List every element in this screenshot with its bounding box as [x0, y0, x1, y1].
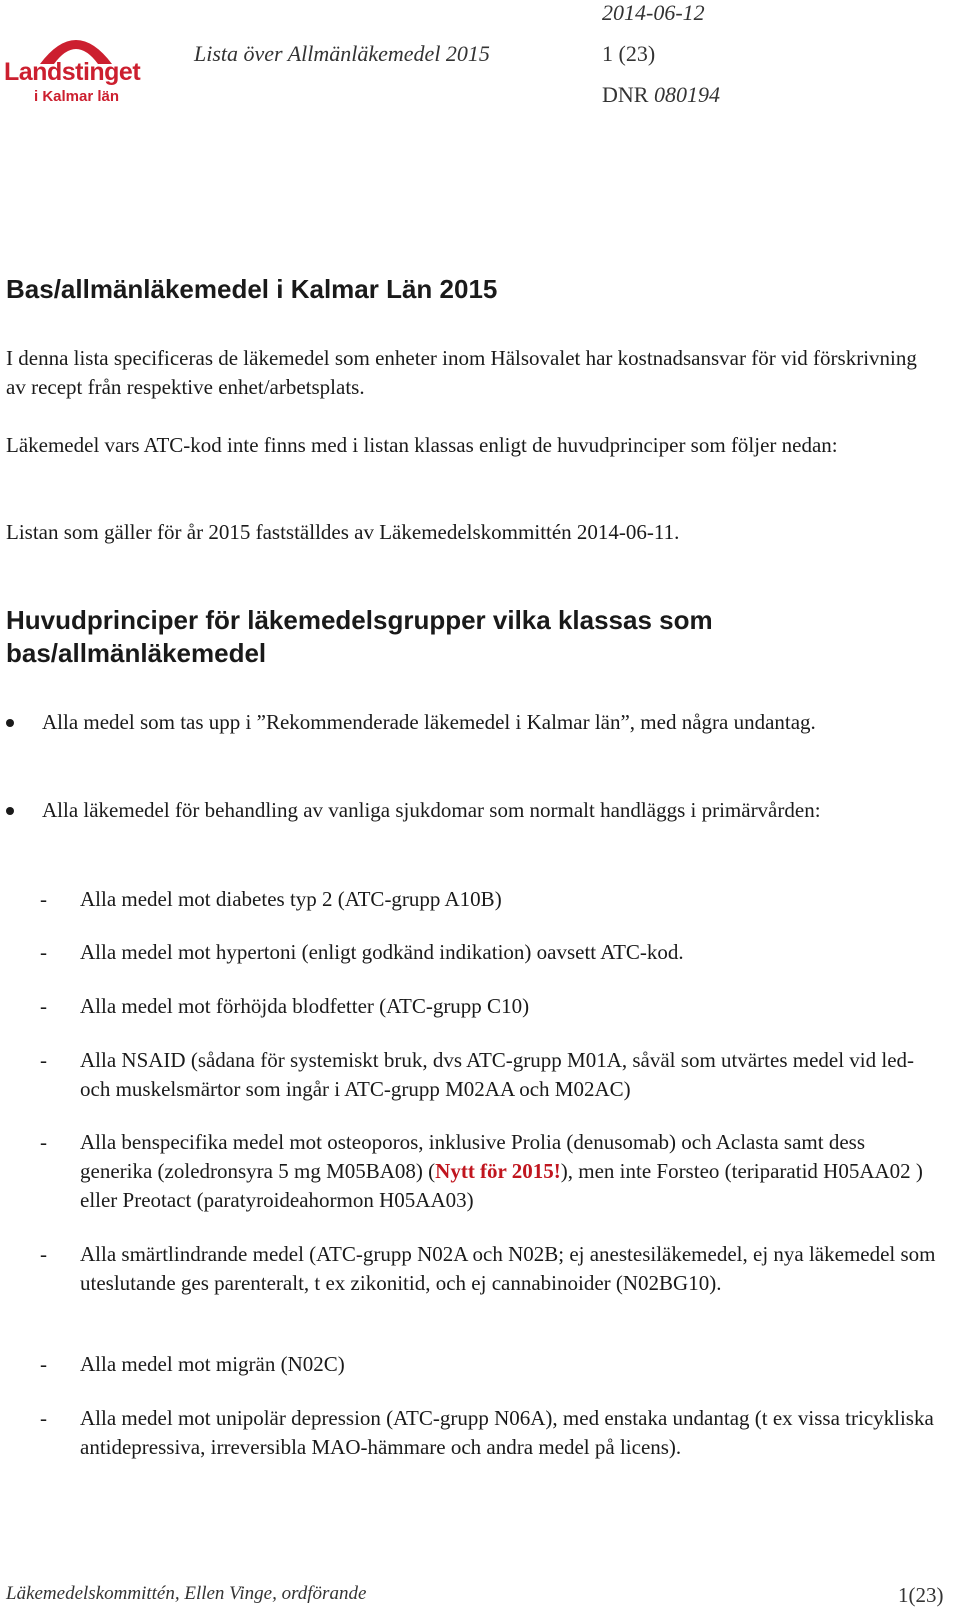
dash-mark: -	[40, 1130, 47, 1154]
dash-mark: -	[40, 994, 47, 1018]
landstinget-logo	[4, 24, 154, 110]
logo-subtext: i Kalmar län	[34, 88, 120, 105]
dnr-label: DNR	[602, 82, 649, 107]
dash-mark: -	[40, 940, 47, 964]
dash-mark: -	[40, 1048, 47, 1072]
new-2015-highlight: Nytt för 2015!	[435, 1159, 561, 1183]
dash-mark: -	[40, 1352, 47, 1376]
dash-item-text: Alla medel mot diabetes typ 2 (ATC-grupp A10B)	[80, 887, 502, 911]
dash-item-text: Alla medel mot migrän (N02C)	[80, 1352, 345, 1376]
dash-item-text: Alla NSAID (sådana för systemiskt bruk, dvs ATC-grupp M01A, såväl som utvärtes medel vid led- och muskelsmärtor som ingår i ATC-grupp M02AA och M02AC)	[80, 1048, 915, 1101]
classification-paragraph: Läkemedel vars ATC-kod inte finns med i listan klassas enligt de huvudprinciper som följer nedan:	[6, 433, 838, 457]
page-title: Bas/allmänläkemedel i Kalmar Län 2015	[6, 274, 498, 304]
footer-committee: Läkemedelskommittén, Ellen Vinge, ordförande	[6, 1583, 367, 1604]
section-title: Huvudprinciper för läkemedelsgrupper vilka klassas som bas/allmänläkemedel	[6, 605, 713, 668]
footer-page-number: 1(23)	[898, 1583, 944, 1607]
bullet-dot-icon	[6, 719, 14, 727]
list-title: Lista över Allmänläkemedel 2015	[194, 41, 490, 66]
dash-item-text: Alla medel mot förhöjda blodfetter (ATC-grupp C10)	[80, 994, 530, 1018]
dash-mark: -	[40, 1242, 47, 1266]
page-indicator: 1 (23)	[602, 41, 656, 66]
intro-paragraph: I denna lista specificeras de läkemedel som enheter inom Hälsovalet har kostnadsansvar för vid förskrivning av recept från respektive enhet/arbetsplats.	[6, 346, 917, 399]
document-date: 2014-06-12	[602, 0, 705, 25]
dash-mark: -	[40, 1406, 47, 1430]
dnr-number: 080194	[653, 82, 720, 107]
dash-item-text: Alla medel mot unipolär depression (ATC-grupp N06A), med enstaka undantag (t ex vissa tricykliska antidepressiva, irreversibla MAO-hämmare och andra medel på licens).	[80, 1406, 934, 1459]
bullet-text: Alla läkemedel för behandling av vanliga sjukdomar som normalt handläggs i primärvården:	[42, 798, 821, 822]
dnr-reference	[602, 82, 720, 108]
dash-mark: -	[40, 887, 47, 911]
bullet-text: Alla medel som tas upp i ”Rekommenderade läkemedel i Kalmar län”, med några undantag.	[42, 710, 816, 734]
dash-item-text-part: ), men inte Forsteo (teriparatid H05AA02 ) eller Preotact (paratyroideahormon H05AA03)	[80, 1159, 923, 1212]
dash-item-text	[80, 1128, 940, 1215]
dash-item-text: Alla smärtlindrande medel (ATC-grupp N02A och N02B; ej anestesiläkemedel, ej nya läkemedel som uteslutande ges parenteralt, t ex zikonitid, och ej cannabinoider (N02BG10).	[80, 1242, 936, 1295]
bullet-dot-icon	[6, 807, 14, 815]
dash-item-text: Alla medel mot hypertoni (enligt godkänd indikation) oavsett ATC-kod.	[80, 940, 684, 964]
logo-text: Landstinget	[4, 58, 141, 86]
dash-item-text-part: Alla benspecifika medel mot osteoporos, inklusive Prolia (denusomab) och Aclasta samt dess generika (zoledronsyra 5 mg M05BA08) (	[80, 1130, 865, 1183]
decision-paragraph: Listan som gäller för år 2015 fastställdes av Läkemedelskommittén 2014-06-11.	[6, 520, 680, 544]
